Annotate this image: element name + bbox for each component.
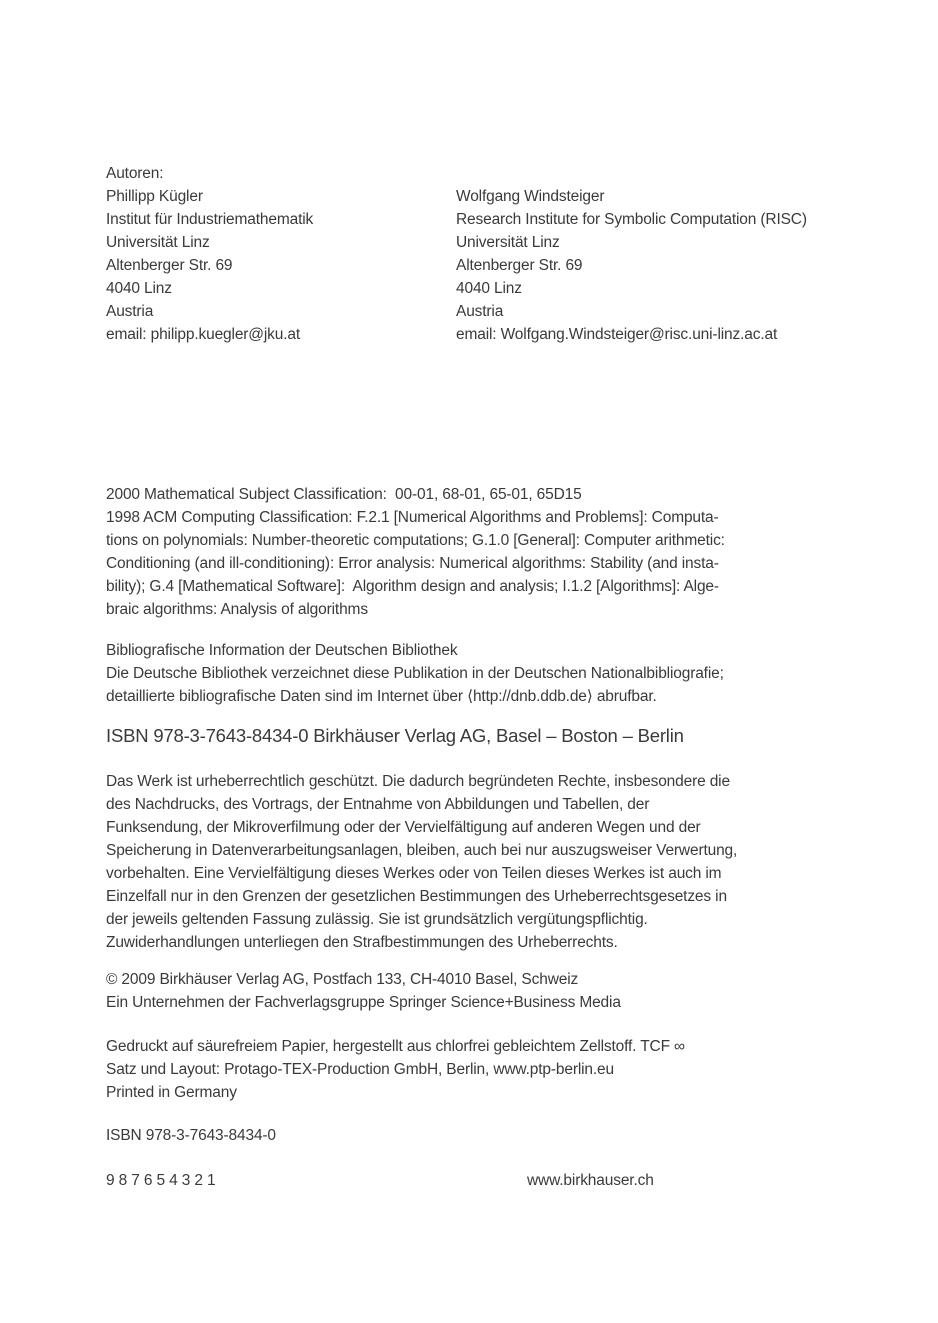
text-line: vorbehalten. Eine Vervielfältigung dieses Werkes oder von Teilen dieses Werkes ist auch im bbox=[106, 865, 722, 882]
text-line: 1998 ACM Computing Classification: F.2.1 [Numerical Algorithms and Problems]: Computa- bbox=[106, 509, 719, 526]
text-line: Altenberger Str. 69 bbox=[456, 257, 583, 274]
print-line-block bbox=[106, 1169, 850, 1192]
text-line: Bibliografische Information der Deutschen Bibliothek bbox=[106, 642, 458, 659]
impression-numbers: 9 8 7 6 5 4 3 2 1 bbox=[106, 1172, 216, 1189]
text-line: Einzelfall nur in den Grenzen der gesetzlichen Bestimmungen des Urheberrechtsgesetzes in bbox=[106, 888, 727, 905]
isbn-footer-block bbox=[106, 1124, 850, 1147]
classification-block bbox=[106, 483, 850, 621]
text-line: tions on polynomials: Number-theoretic computations; G.1.0 [General]: Computer arithmetic: bbox=[106, 532, 725, 549]
text-line: © 2009 Birkhäuser Verlag AG, Postfach 133, CH-4010 Basel, Schweiz bbox=[106, 971, 579, 988]
print-line-row bbox=[106, 1169, 850, 1192]
isbn-footer: ISBN 978-3-7643-8434-0 bbox=[106, 1127, 276, 1144]
publisher-block bbox=[106, 968, 850, 1014]
publisher-website: www.birkhauser.ch bbox=[527, 1172, 654, 1189]
authors-label: Autoren: bbox=[106, 165, 164, 182]
text-line: Wolfgang Windsteiger bbox=[456, 188, 605, 205]
text-line: 4040 Linz bbox=[106, 280, 172, 297]
text-line: Research Institute for Symbolic Computation (RISC) bbox=[456, 211, 807, 228]
text-line: des Nachdrucks, des Vortrags, der Entnahme von Abbildungen und Tabellen, der bbox=[106, 796, 650, 813]
text-line: Altenberger Str. 69 bbox=[106, 257, 233, 274]
text-line: braic algorithms: Analysis of algorithms bbox=[106, 601, 368, 618]
text-line: Die Deutsche Bibliothek verzeichnet diese Publikation in der Deutschen Nationalbibliografie; bbox=[106, 665, 724, 682]
isbn-heading: ISBN 978-3-7643-8434-0 Birkhäuser Verlag AG, Basel – Boston – Berlin bbox=[106, 725, 684, 746]
text-line: Austria bbox=[456, 303, 504, 320]
authors-columns bbox=[106, 185, 850, 346]
text-line: bility); G.4 [Mathematical Software]: Algorithm design and analysis; I.1.2 [Algorithms]: Alge- bbox=[106, 578, 719, 595]
author-left-column bbox=[106, 185, 456, 346]
text-line: Das Werk ist urheberrechtlich geschützt. Die dadurch begründeten Rechte, insbesondere die bbox=[106, 773, 730, 790]
text-line: Speicherung in Datenverarbeitungsanlagen, bleiben, auch bei nur auszugsweiser Verwertung, bbox=[106, 842, 738, 859]
text-line: Funksendung, der Mikroverfilmung oder der Vervielfältigung auf anderen Wegen und der bbox=[106, 819, 701, 836]
authors-block bbox=[106, 162, 850, 346]
copyright-notice-block bbox=[106, 770, 850, 954]
text-line: Universität Linz bbox=[456, 234, 560, 251]
text-line: detaillierte bibliografische Daten sind im Internet über ⟨http://dnb.ddb.de⟩ abrufbar. bbox=[106, 688, 657, 705]
text-line: Zuwiderhandlungen unterliegen den Strafbestimmungen des Urheberrechts. bbox=[106, 934, 618, 951]
text-line: Institut für Industriemathematik bbox=[106, 211, 314, 228]
text-line: Printed in Germany bbox=[106, 1084, 237, 1101]
text-line: 2000 Mathematical Subject Classification: 00-01, 68-01, 65-01, 65D15 bbox=[106, 486, 582, 503]
text-line: Austria bbox=[106, 303, 154, 320]
text-line: Phillipp Kügler bbox=[106, 188, 203, 205]
text-line: email: philipp.kuegler@jku.at bbox=[106, 326, 301, 343]
isbn-heading-block bbox=[106, 722, 850, 749]
text-line: email: Wolfgang.Windsteiger@risc.uni-linz.ac.at bbox=[456, 326, 778, 343]
text-line: 4040 Linz bbox=[456, 280, 522, 297]
text-line: Conditioning (and ill-conditioning): Error analysis: Numerical algorithms: Stability (and insta- bbox=[106, 555, 719, 572]
text-line: Gedruckt auf säurefreiem Papier, hergestellt aus chlorfrei gebleichtem Zellstoff. TCF ∞ bbox=[106, 1038, 685, 1055]
text-line: Ein Unternehmen der Fachverlagsgruppe Springer Science+Business Media bbox=[106, 994, 621, 1011]
text-line: Satz und Layout: Protago-TEX-Production GmbH, Berlin, www.ptp-berlin.eu bbox=[106, 1061, 614, 1078]
bibliographic-info-block bbox=[106, 639, 850, 708]
production-block bbox=[106, 1035, 850, 1104]
text-line: Universität Linz bbox=[106, 234, 210, 251]
author-right-column bbox=[456, 185, 850, 346]
text-line: der jeweils geltenden Fassung zulässig. Sie ist grundsätzlich vergütungspflichtig. bbox=[106, 911, 648, 928]
